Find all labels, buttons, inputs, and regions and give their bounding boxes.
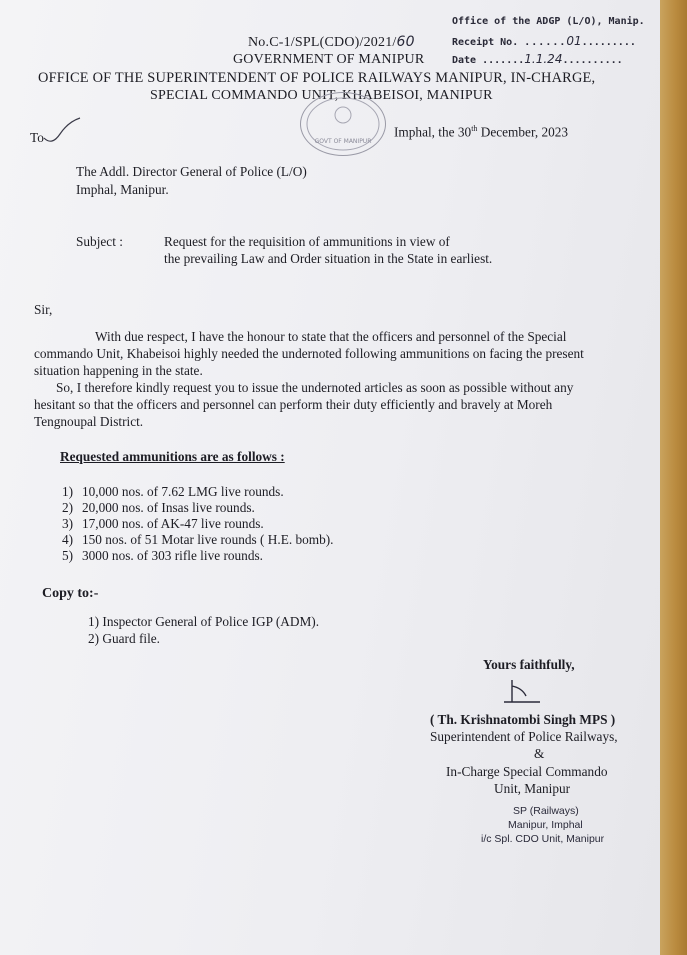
addressee-line2: Imphal, Manipur. [76,182,169,197]
emblem-seal [300,92,386,156]
receipt-stamp-office: Office of the ADGP (L/O), Manip. [452,16,645,27]
subject-line1: Request for the requisition of ammunitions in view of [164,234,450,249]
emblem-icon [301,93,385,155]
subject-label: Subject : [76,234,123,249]
office-heading-line2: SPECIAL COMMANDO UNIT, KHABEISOI, MANIPUR [150,88,493,103]
salutation: Sir, [34,302,53,317]
signatory-designation1: Superintendent of Police Railways, [430,729,618,744]
addressee-line1: The Addl. Director General of Police (L/O) [76,164,307,179]
list-item: 2) 20,000 nos. of Insas live rounds. [62,500,255,515]
list-item: 1) 10,000 nos. of 7.62 LMG live rounds. [62,484,284,499]
body-p2-line1: So, I therefore kindly request you to issue the undernoted articles as soon as possible without any [56,380,574,395]
signature-icon [500,676,550,710]
sign-stamp-line1: SP (Railways) [513,805,579,817]
receipt-stamp-date: Date .......1.1.24.......... [452,52,623,66]
place-date: Imphal, the 30th December, 2023 [394,124,569,140]
signatory-amp: & [534,746,545,761]
sign-stamp-line3: i/c Spl. CDO Unit, Manipur [481,833,605,845]
body-p1-line2: commando Unit, Khabeisoi highly needed the undernoted following ammunitions on facing the present [34,346,584,361]
receipt-stamp-no: Receipt No. ......01......... [452,34,636,48]
desk-edge [660,0,687,955]
copy-to-item: 2) Guard file. [88,631,160,646]
to-label: To [30,130,44,145]
body-p2-line2: hesitant so that the officers and personnel can perform their duty efficiently and bravely at Moreh [34,397,553,412]
sign-stamp-line2: Manipur, Imphal [508,819,583,831]
copy-to-heading: Copy to:- [42,586,99,601]
list-item: 3) 17,000 nos. of AK-47 live rounds. [62,516,264,531]
closing: Yours faithfully, [483,657,575,672]
tick-mark-icon [42,116,82,144]
list-item: 5) 3000 nos. of 303 rifle live rounds. [62,548,263,563]
signatory-designation2: In-Charge Special Commando [446,764,608,779]
body-p1-line3: situation happening in the state. [34,363,203,378]
emblem-text: GOVT OF MANIPUR [314,138,372,145]
reference-number: No.C-1/SPL(CDO)/2021/60 [248,34,415,50]
receipt-date-value: 1.1.24 [524,52,563,66]
government-heading: GOVERNMENT OF MANIPUR [233,52,425,67]
signatory-name: ( Th. Krishnatombi Singh MPS ) [430,712,616,727]
requested-heading: Requested ammunitions are as follows : [60,449,285,464]
body-p1-line1: With due respect, I have the honour to state that the officers and personnel of the Special [95,329,567,344]
signatory-designation3: Unit, Manipur [494,781,571,796]
list-item: 4) 150 nos. of 51 Motar live rounds ( H.E. bomb). [62,532,334,547]
body-p2-line3: Tengnoupal District. [34,414,144,429]
copy-to-item: 1) Inspector General of Police IGP (ADM). [88,614,320,629]
receipt-no-value: 01 [566,34,582,48]
office-heading-line1: OFFICE OF THE SUPERINTENDENT OF POLICE RAILWAYS MANIPUR, IN-CHARGE, [38,70,596,86]
subject-line2: the prevailing Law and Order situation in the State in earliest. [164,251,493,266]
